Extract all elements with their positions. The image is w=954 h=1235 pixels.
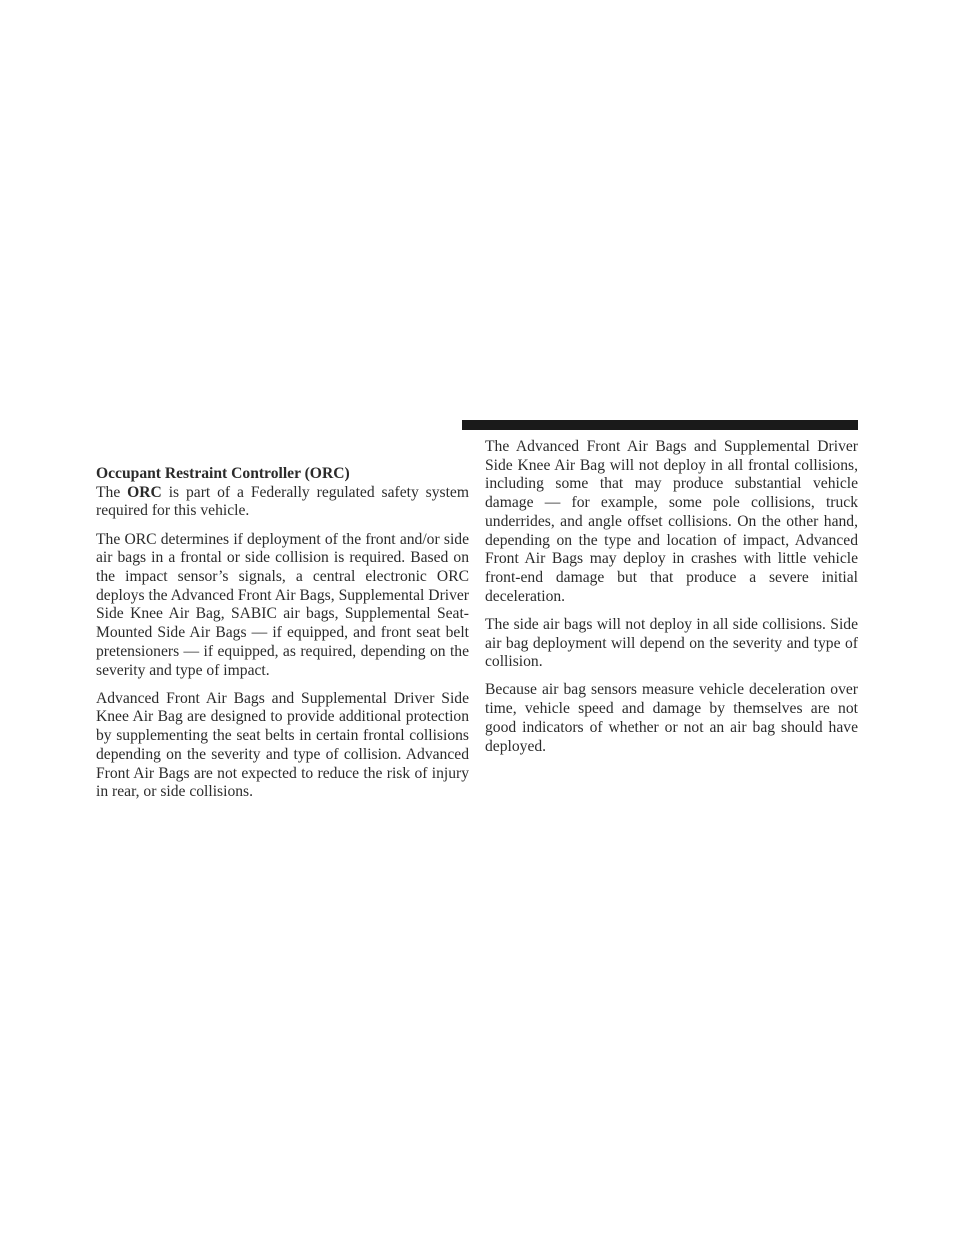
intro-paragraph [96,484,469,521]
paragraph-sensors: Because air bag sensors measure vehicle deceleration over time, vehicle speed and damage by themselves are not good indicators of whether or not an air bag should have deployed. [485,681,858,755]
intro-text-start: The [96,483,128,501]
paragraph-advanced-front-air-bags: Advanced Front Air Bags and Supplemental Driver Side Knee Air Bag are designed to provide additional protection by supplementing the seat belts in certain frontal collisions depending on the severity and type of collision. Advanced Front Air Bags are not expected to reduce the risk of injury in rear, or side collisions. [96,689,469,801]
orc-term: ORC [127,483,162,501]
section-heading: Occupant Restraint Controller (ORC) [96,465,350,482]
section-rule [462,420,858,430]
right-column [485,438,858,766]
paragraph-orc-deployment: The ORC determines if deployment of the front and/or side air bags in a frontal or side collision is required. Based on the impact sensor’s signals, a central electronic ORC deploys the Advanced Front Air Bags, Supplemental Driver Side Knee Air Bag, SABIC air bags, Supplemental Seat-Mounted Side Air Bags — if equipped, and front seat belt pretensioners — if equipped, as required, depending on the severity and type of impact. [96,530,469,679]
paragraph-side-air-bags: The side air bags will not deploy in all side collisions. Side air bag deployment will depend on the severity and type of collision. [485,615,858,671]
intro-text-end: is part of a Federally regulated safety system required for this vehicle. [96,483,469,520]
paragraph-frontal-collisions: The Advanced Front Air Bags and Supplemental Driver Side Knee Air Bag will not deploy in all frontal collisions, including some that may produce substantial vehicle damage — for example, some pole collisions, truck underrides, and angle offset collisions. On the other hand, depending on the type and location of impact, Advanced Front Air Bags may deploy in crashes with little vehicle front-end damage but that produce a severe initial deceleration. [485,438,858,605]
left-column [96,465,469,811]
